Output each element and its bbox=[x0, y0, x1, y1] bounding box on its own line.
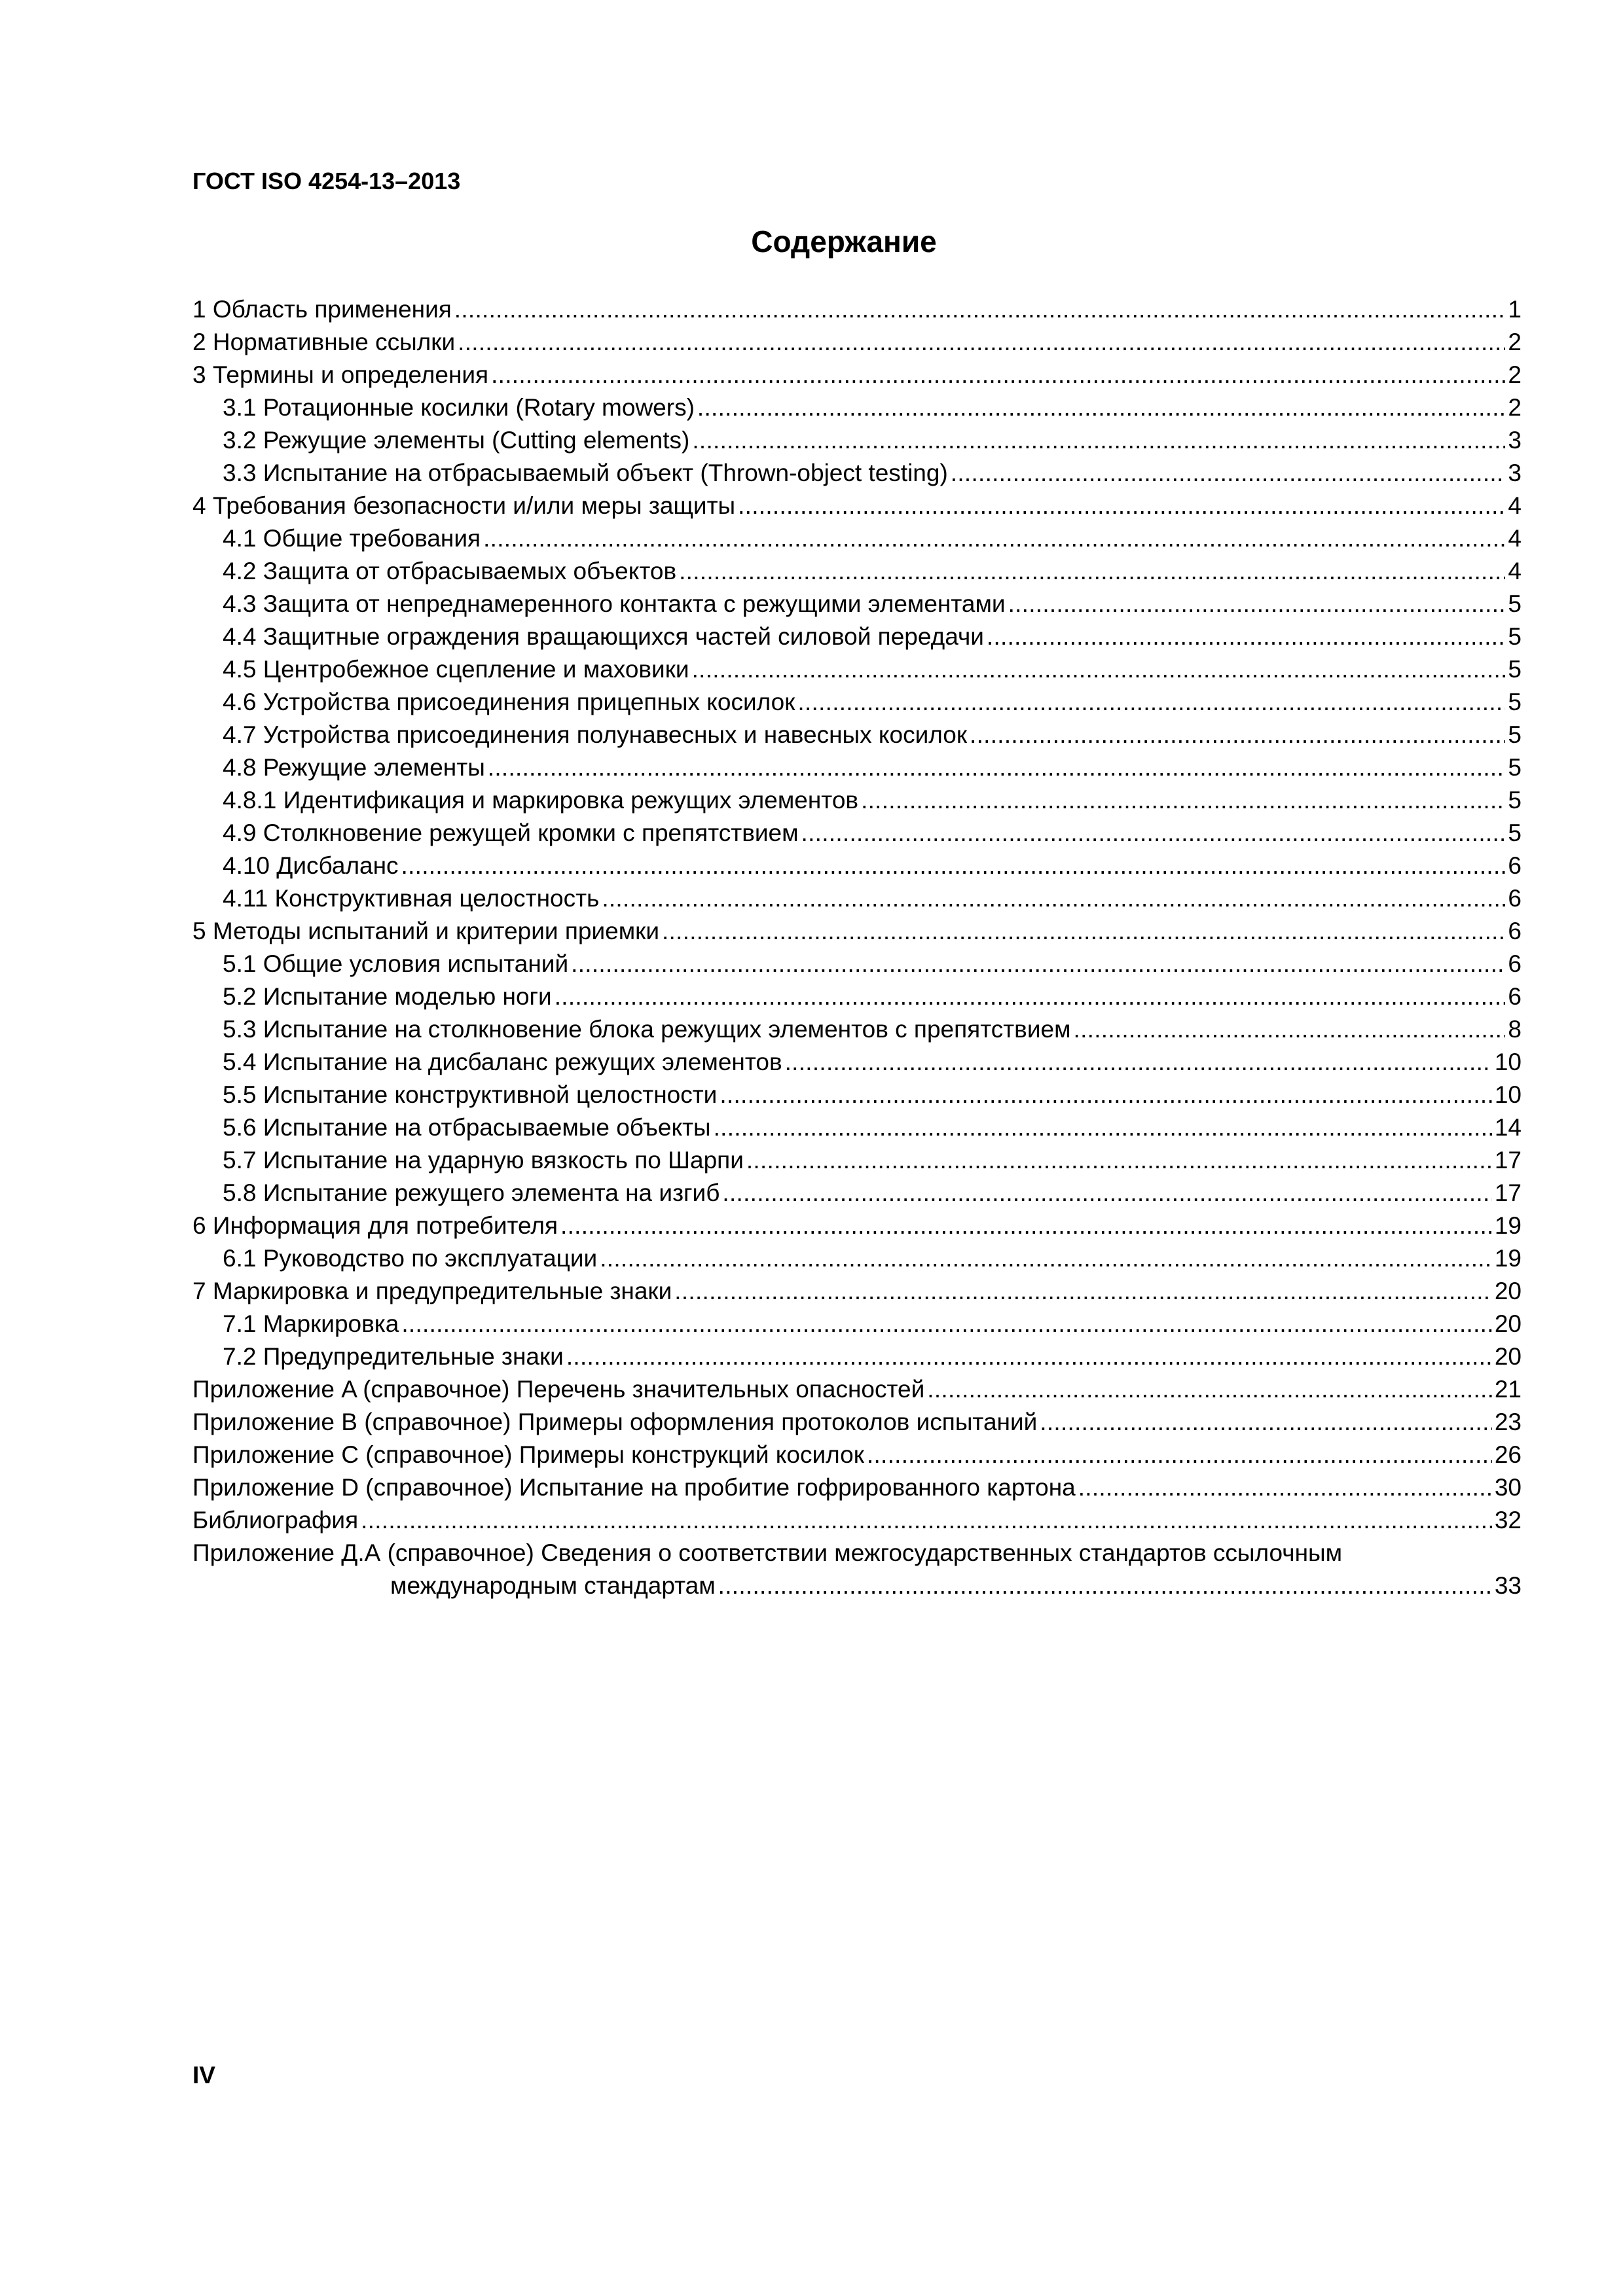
toc-entry-text: 5.6 Испытание на отбрасываемые объекты bbox=[223, 1114, 711, 1141]
toc-entry-text: 4.2 Защита от отбрасываемых объектов bbox=[223, 558, 677, 584]
toc-entry[interactable] bbox=[192, 424, 1522, 457]
toc-entry[interactable] bbox=[192, 915, 1522, 948]
toc-entry-text: 5.5 Испытание конструктивной целостности bbox=[223, 1081, 718, 1108]
toc-entry-text: 4.9 Столкновение режущей кромки с препятствием bbox=[223, 819, 799, 846]
toc-entry-page: 23 bbox=[1494, 1408, 1522, 1435]
toc-entry-page: 5 bbox=[1508, 656, 1522, 683]
toc-dot-leader bbox=[861, 784, 1505, 817]
toc-entry[interactable] bbox=[192, 1046, 1522, 1079]
toc-dot-leader bbox=[720, 1079, 1492, 1111]
toc-entry-page: 6 bbox=[1508, 950, 1522, 977]
toc-entry[interactable] bbox=[192, 1275, 1522, 1308]
toc-dot-leader bbox=[714, 1111, 1492, 1144]
toc-entry-text: 5.1 Общие условия испытаний bbox=[223, 950, 569, 977]
toc-entry-page: 1 bbox=[1508, 296, 1522, 323]
toc-entry[interactable] bbox=[192, 293, 1522, 326]
toc-entry[interactable] bbox=[192, 620, 1522, 653]
toc-entry[interactable] bbox=[192, 1439, 1522, 1471]
page-number: IV bbox=[192, 2062, 215, 2089]
toc-dot-leader bbox=[746, 1144, 1492, 1177]
toc-dot-leader bbox=[679, 555, 1505, 588]
toc-entry-text: 5.8 Испытание режущего элемента на изгиб bbox=[223, 1179, 720, 1206]
toc-entry-page: 32 bbox=[1494, 1507, 1522, 1534]
toc-entry-text: 1 Область применения bbox=[192, 296, 452, 323]
toc-entry-page: 4 bbox=[1508, 558, 1522, 584]
toc-entry-page: 33 bbox=[1494, 1572, 1522, 1599]
toc-dot-leader bbox=[867, 1439, 1492, 1471]
toc-entry-text: 3 Термины и определения bbox=[192, 361, 489, 388]
toc-dot-leader bbox=[454, 293, 1506, 326]
toc-dot-leader bbox=[692, 653, 1506, 686]
toc-dot-leader bbox=[722, 1177, 1491, 1210]
toc-entry-multiline[interactable] bbox=[192, 1537, 1522, 1602]
toc-entry-text: Приложение B (справочное) Примеры оформления протоколов испытаний bbox=[192, 1408, 1038, 1435]
toc-dot-leader bbox=[1040, 1406, 1492, 1439]
toc-entry-page: 20 bbox=[1494, 1278, 1522, 1304]
toc-entry-text-line1: Приложение Д.А (справочное) Сведения о соответствии межгосударственных стандартов ссылочным bbox=[192, 1539, 1343, 1566]
toc-dot-leader bbox=[361, 1504, 1492, 1537]
toc-entry-page: 6 bbox=[1508, 885, 1522, 912]
toc-entry-text: 6.1 Руководство по эксплуатации bbox=[223, 1245, 598, 1272]
toc-entry[interactable] bbox=[192, 1210, 1522, 1242]
toc-dot-leader bbox=[692, 424, 1505, 457]
toc-dot-leader bbox=[458, 326, 1505, 359]
toc-dot-leader bbox=[738, 490, 1505, 522]
toc-entry-page: 5 bbox=[1508, 787, 1522, 814]
toc-entry-page: 10 bbox=[1494, 1049, 1522, 1075]
toc-entry-text: Библиография bbox=[192, 1507, 359, 1534]
toc-entry-page: 2 bbox=[1508, 329, 1522, 355]
toc-entry-text: 5.3 Испытание на столкновение блока режущих элементов с препятствием bbox=[223, 1016, 1071, 1043]
toc-entry[interactable] bbox=[192, 490, 1522, 522]
toc-dot-leader bbox=[951, 457, 1506, 490]
toc-entry-text: 3.1 Ротационные косилки (Rotary mowers) bbox=[223, 394, 695, 421]
toc-entry[interactable] bbox=[192, 1144, 1522, 1177]
toc-entry-text: 2 Нормативные ссылки bbox=[192, 329, 456, 355]
toc-entry[interactable] bbox=[192, 391, 1522, 424]
toc-entry-page: 4 bbox=[1508, 525, 1522, 552]
toc-dot-leader bbox=[801, 817, 1506, 850]
toc-entry-page: 6 bbox=[1508, 983, 1522, 1010]
toc-entry[interactable] bbox=[192, 359, 1522, 391]
toc-entry[interactable] bbox=[192, 1013, 1522, 1046]
page-title: Содержание bbox=[751, 224, 937, 259]
toc-entry-page: 3 bbox=[1508, 427, 1522, 454]
toc-dot-leader bbox=[697, 391, 1506, 424]
toc-entry-page: 14 bbox=[1494, 1114, 1522, 1141]
toc-entry[interactable] bbox=[192, 719, 1522, 751]
toc-entry-page: 6 bbox=[1508, 918, 1522, 944]
toc-entry[interactable] bbox=[192, 980, 1522, 1013]
toc-entry-page: 5 bbox=[1508, 819, 1522, 846]
toc-entry[interactable] bbox=[192, 1177, 1522, 1210]
toc-entry-page: 20 bbox=[1494, 1343, 1522, 1370]
toc-entry-page: 5 bbox=[1508, 754, 1522, 781]
toc-dot-leader bbox=[602, 882, 1505, 915]
toc-entry[interactable] bbox=[192, 653, 1522, 686]
toc-dot-leader bbox=[491, 359, 1505, 391]
toc-entry-text: 5.4 Испытание на дисбаланс режущих элементов bbox=[223, 1049, 782, 1075]
toc-entry-text: 4.8 Режущие элементы bbox=[223, 754, 485, 781]
toc-entry-page: 10 bbox=[1494, 1081, 1522, 1108]
toc-entry-page: 4 bbox=[1508, 492, 1522, 519]
toc-entry-page: 6 bbox=[1508, 852, 1522, 879]
toc-dot-leader bbox=[571, 948, 1505, 980]
toc-entry-text: 4.8.1 Идентификация и маркировка режущих элементов bbox=[223, 787, 859, 814]
toc-dot-leader bbox=[1078, 1471, 1492, 1504]
toc-entry[interactable] bbox=[192, 588, 1522, 620]
toc-entry[interactable] bbox=[192, 326, 1522, 359]
toc-entry-page: 8 bbox=[1508, 1016, 1522, 1043]
document-header: ГОСТ ISO 4254-13–2013 bbox=[192, 168, 461, 194]
toc-entry-page: 20 bbox=[1494, 1310, 1522, 1337]
toc-entry[interactable] bbox=[192, 1308, 1522, 1340]
toc-dot-leader bbox=[1074, 1013, 1506, 1046]
toc-entry-text: 5.2 Испытание моделью ноги bbox=[223, 983, 552, 1010]
toc-entry-text: 4 Требования безопасности и/или меры защиты bbox=[192, 492, 736, 519]
toc-entry-text: 4.7 Устройства присоединения полунавесных и навесных косилок bbox=[223, 721, 968, 748]
toc-entry-page: 26 bbox=[1494, 1441, 1522, 1468]
toc-entry[interactable] bbox=[192, 948, 1522, 980]
toc-entry[interactable] bbox=[192, 1471, 1522, 1504]
toc-entry-page: 21 bbox=[1494, 1376, 1522, 1403]
toc-entry[interactable] bbox=[192, 1340, 1522, 1373]
toc-entry[interactable] bbox=[192, 784, 1522, 817]
toc-entry-text: 4.4 Защитные ограждения вращающихся частей силовой передачи bbox=[223, 623, 984, 650]
toc-entry[interactable] bbox=[192, 850, 1522, 882]
toc-entry-text: 7.1 Маркировка bbox=[223, 1310, 399, 1337]
toc-entry-page: 3 bbox=[1508, 459, 1522, 486]
toc-entry-page: 19 bbox=[1494, 1245, 1522, 1272]
toc-entry[interactable] bbox=[192, 1079, 1522, 1111]
toc-entry-text: 7.2 Предупредительные знаки bbox=[223, 1343, 564, 1370]
toc-entry-text: 4.11 Конструктивная целостность bbox=[223, 885, 600, 912]
toc-entry-page: 5 bbox=[1508, 721, 1522, 748]
toc-entry-text: Приложение D (справочное) Испытание на пробитие гофрированного картона bbox=[192, 1474, 1076, 1501]
toc-entry-page: 17 bbox=[1494, 1179, 1522, 1206]
toc-entry[interactable] bbox=[192, 1111, 1522, 1144]
toc-entry[interactable] bbox=[192, 882, 1522, 915]
toc-entry-page: 30 bbox=[1494, 1474, 1522, 1501]
toc-dot-leader bbox=[555, 980, 1506, 1013]
toc-entry-text-line2: международным стандартам bbox=[390, 1572, 716, 1599]
toc-entry-page: 2 bbox=[1508, 394, 1522, 421]
toc-entry[interactable] bbox=[192, 1406, 1522, 1439]
toc-dot-leader bbox=[560, 1210, 1492, 1242]
toc-dot-leader bbox=[600, 1242, 1492, 1275]
toc-dot-leader bbox=[566, 1340, 1492, 1373]
table-of-contents bbox=[192, 293, 1522, 1602]
toc-entry-text: 6 Информация для потребителя bbox=[192, 1212, 558, 1239]
toc-dot-leader bbox=[662, 915, 1505, 948]
toc-entry[interactable] bbox=[192, 555, 1522, 588]
toc-entry-text: Приложение A (справочное) Перечень значительных опасностей bbox=[192, 1376, 925, 1403]
toc-entry[interactable] bbox=[192, 1242, 1522, 1275]
toc-entry[interactable] bbox=[192, 751, 1522, 784]
toc-entry[interactable] bbox=[192, 817, 1522, 850]
toc-entry-text: 5 Методы испытаний и критерии приемки bbox=[192, 918, 659, 944]
toc-entry[interactable] bbox=[192, 522, 1522, 555]
toc-dot-leader bbox=[785, 1046, 1492, 1079]
toc-entry-text: 4.3 Защита от непреднамеренного контакта с режущими элементами bbox=[223, 590, 1006, 617]
toc-dot-leader bbox=[1008, 588, 1506, 620]
toc-entry-text: 4.5 Центробежное сцепление и маховики bbox=[223, 656, 689, 683]
toc-entry-page: 5 bbox=[1508, 623, 1522, 650]
toc-entry-page: 2 bbox=[1508, 361, 1522, 388]
toc-dot-leader bbox=[483, 522, 1505, 555]
toc-entry[interactable] bbox=[192, 457, 1522, 490]
toc-dot-leader bbox=[674, 1275, 1492, 1308]
toc-dot-leader bbox=[401, 1308, 1491, 1340]
toc-entry-text: Приложение C (справочное) Примеры конструкций косилок bbox=[192, 1441, 864, 1468]
toc-dot-leader bbox=[987, 620, 1506, 653]
toc-entry[interactable] bbox=[192, 686, 1522, 719]
toc-dot-leader bbox=[401, 850, 1506, 882]
toc-entry-page: 17 bbox=[1494, 1147, 1522, 1174]
toc-entry[interactable] bbox=[192, 1373, 1522, 1406]
toc-entry-page: 5 bbox=[1508, 590, 1522, 617]
toc-entry-page: 19 bbox=[1494, 1212, 1522, 1239]
toc-entry-text: 4.10 Дисбаланс bbox=[223, 852, 399, 879]
toc-entry-page: 5 bbox=[1508, 689, 1522, 715]
toc-dot-leader bbox=[488, 751, 1506, 784]
toc-entries bbox=[192, 293, 1522, 1537]
toc-entry-text: 3.3 Испытание на отбрасываемый объект (Thrown-object testing) bbox=[223, 459, 948, 486]
toc-entry-text: 3.2 Режущие элементы (Cutting elements) bbox=[223, 427, 690, 454]
toc-dot-leader bbox=[718, 1570, 1492, 1602]
toc-entry-text: 4.1 Общие требования bbox=[223, 525, 481, 552]
toc-entry[interactable] bbox=[192, 1504, 1522, 1537]
toc-entry-text: 7 Маркировка и предупредительные знаки bbox=[192, 1278, 672, 1304]
toc-dot-leader bbox=[927, 1373, 1492, 1406]
toc-dot-leader bbox=[970, 719, 1505, 751]
toc-dot-leader bbox=[797, 686, 1505, 719]
toc-entry-text: 4.6 Устройства присоединения прицепных косилок bbox=[223, 689, 795, 715]
toc-entry-text: 5.7 Испытание на ударную вязкость по Шарпи bbox=[223, 1147, 744, 1174]
